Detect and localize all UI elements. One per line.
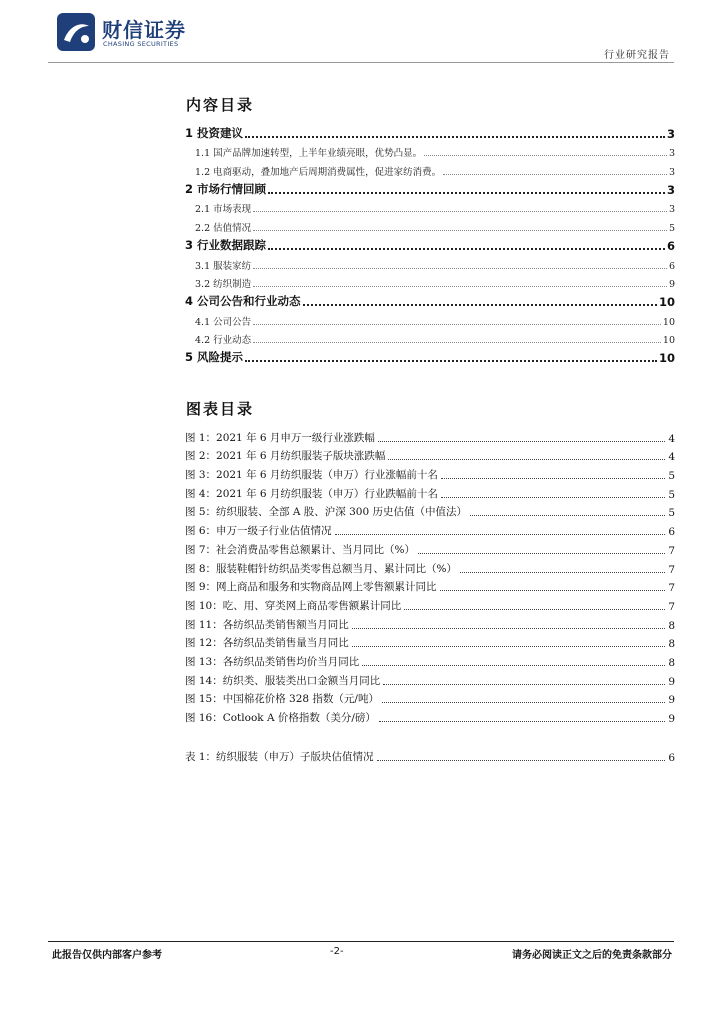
dot-leader [424, 153, 667, 156]
toc-subsection-entry[interactable] [185, 159, 675, 178]
dot-leader [268, 190, 665, 194]
toc-section-entry-label: 5 风险提示 [185, 349, 244, 364]
toc-subsection-entry-label: 3.2 纺织制造 [195, 279, 252, 291]
dot-leader [268, 246, 665, 250]
figure-entry-label: 图 1：2021 年 6 月申万一级行业涨跌幅 [185, 431, 375, 444]
footer-disclaimer-left: 此报告仅供内部客户参考 [52, 950, 162, 961]
figure-entry[interactable] [185, 519, 675, 538]
dot-leader [440, 588, 666, 591]
dot-leader [441, 495, 665, 498]
header-divider [48, 62, 674, 63]
table-entry-page: 6 [668, 751, 675, 764]
figures-title: 图表目录 [186, 400, 255, 418]
figure-entry[interactable] [185, 613, 675, 632]
dot-leader [362, 663, 665, 666]
figure-entry[interactable] [185, 445, 675, 464]
toc-subsection-entry[interactable] [185, 272, 675, 291]
report-type-label: 行业研究报告 [604, 50, 670, 61]
dot-leader [352, 644, 666, 647]
toc-section-entry-page: 6 [666, 238, 675, 253]
figure-entry[interactable] [185, 632, 675, 651]
dot-leader [303, 302, 657, 306]
figure-entry-label: 图 6：申万一级子行业估值情况 [185, 525, 332, 538]
figure-entry-label: 图 12：各纺织品类销售量当月同比 [185, 637, 349, 650]
figure-entry-page: 4 [668, 451, 675, 464]
toc-subsection-entry[interactable] [185, 141, 675, 160]
dot-leader [443, 172, 667, 175]
figure-entry-label: 图 11：各纺织品类销售额当月同比 [185, 618, 349, 631]
toc-subsection-entry-label: 1.2 电商驱动，叠加地产后周期消费属性，促进家纺消费。 [195, 167, 442, 179]
toc-subsection-entry[interactable] [185, 253, 675, 272]
toc-subsection-entry-label: 2.2 估值情况 [195, 223, 252, 235]
toc-section-entry[interactable] [185, 290, 675, 309]
footer-disclaimer-right: 请务必阅读正文之后的免责条款部分 [512, 950, 672, 961]
figure-entry-page: 7 [668, 544, 675, 557]
table-of-contents [185, 122, 675, 365]
dot-leader [352, 626, 666, 629]
figure-entry-page: 7 [668, 600, 675, 613]
figure-entry-label: 图 9：网上商品和服务和实物商品网上零售额累计同比 [185, 581, 437, 594]
toc-section-entry-label: 4 公司公告和行业动态 [185, 293, 301, 308]
toc-section-entry[interactable] [185, 122, 675, 141]
toc-section-entry-label: 2 市场行情回顾 [185, 181, 267, 196]
figure-entry-label: 图 16：Cotlook A 价格指数（美分/磅） [185, 712, 376, 724]
toc-subsection-entry[interactable] [185, 215, 675, 234]
toc-subsection-entry-page: 3 [668, 204, 675, 216]
logo-english-name: CHASING SECURITIES [103, 40, 179, 48]
toc-subsection-entry-page: 10 [662, 316, 675, 328]
page-number: -2- [330, 946, 344, 957]
dot-leader [253, 209, 667, 212]
table-entry[interactable] [185, 745, 675, 764]
toc-subsection-entry-label: 2.1 市场表现 [195, 204, 252, 216]
toc-section-entry-page: 10 [658, 294, 675, 309]
figure-entry[interactable] [185, 594, 675, 613]
dot-leader [441, 476, 665, 479]
toc-subsection-entry-page: 6 [668, 260, 675, 272]
toc-subsection-entry-page: 3 [668, 148, 675, 160]
figure-entry-page: 8 [668, 638, 675, 651]
figure-entry-page: 5 [668, 470, 675, 483]
toc-subsection-entry-label: 1.1 国产品牌加速转型，上半年业绩亮眼，优势凸显。 [195, 148, 423, 160]
toc-subsection-entry-page: 10 [662, 335, 675, 347]
figure-entry-page: 8 [668, 656, 675, 669]
figure-entry-label: 图 5：纺织服装、全部 A 股、沪深 300 历史估值（中值法） [185, 506, 467, 519]
toc-section-entry[interactable] [185, 346, 675, 365]
figure-entry-page: 9 [668, 675, 675, 688]
figure-entry-label: 图 14：纺织类、服装类出口金额当月同比 [185, 674, 381, 687]
figure-entry[interactable] [185, 482, 675, 501]
figure-entry[interactable] [185, 463, 675, 482]
figure-entry[interactable] [185, 688, 675, 707]
dot-leader [253, 340, 661, 343]
figure-entry-label: 图 13：各纺织品类销售均价当月同比 [185, 655, 360, 668]
toc-section-entry-label: 3 行业数据跟踪 [185, 237, 267, 252]
toc-subsection-entry[interactable] [185, 328, 675, 347]
toc-subsection-entry-label: 4.2 行业动态 [195, 335, 252, 347]
dot-leader [335, 532, 666, 535]
dot-leader [253, 322, 661, 325]
figure-entry-page: 5 [668, 507, 675, 520]
figure-entry-label: 图 4：2021 年 6 月纺织服装（申万）行业跌幅前十名 [185, 487, 438, 500]
dot-leader [245, 358, 657, 362]
figure-entry-label: 图 10：吃、用、穿类网上商品零售额累计同比 [185, 599, 402, 612]
footer-divider [48, 941, 674, 942]
dot-leader [404, 607, 665, 610]
figure-entry[interactable] [185, 426, 675, 445]
figure-entry[interactable] [185, 576, 675, 595]
page-header [0, 0, 724, 62]
figure-entry[interactable] [185, 557, 675, 576]
figure-entry[interactable] [185, 650, 675, 669]
dot-leader [253, 284, 667, 287]
figure-entry[interactable] [185, 706, 675, 725]
toc-subsection-entry-label: 3.1 服装家纺 [195, 260, 252, 272]
toc-section-entry-label: 1 投资建议 [185, 125, 244, 140]
dot-leader [245, 134, 665, 138]
dot-leader [377, 758, 666, 761]
toc-subsection-entry-page: 3 [668, 167, 675, 179]
figure-list [185, 426, 675, 725]
dot-leader [379, 719, 665, 722]
toc-subsection-entry-page: 9 [668, 279, 675, 291]
table-entry-label: 表 1：纺织服装（申万）子版块估值情况 [185, 750, 374, 763]
toc-subsection-entry[interactable] [185, 197, 675, 216]
company-logo [56, 12, 196, 52]
figure-entry[interactable] [185, 669, 675, 688]
toc-section-entry-page: 3 [666, 182, 675, 197]
figure-entry-page: 7 [668, 563, 675, 576]
figure-entry[interactable] [185, 501, 675, 520]
dot-leader [470, 513, 665, 516]
toc-section-entry[interactable] [185, 178, 675, 197]
toc-title: 内容目录 [186, 96, 255, 114]
figure-entry-page: 6 [668, 526, 675, 539]
figure-entry-page: 8 [668, 619, 675, 632]
toc-subsection-entry-label: 4.1 公司公告 [195, 316, 252, 328]
toc-section-entry[interactable] [185, 234, 675, 253]
figure-entry-label: 图 2：2021 年 6 月纺织服装子版块涨跌幅 [185, 450, 386, 463]
dot-leader [378, 439, 665, 442]
dot-leader [382, 700, 665, 703]
figure-entry-page: 4 [668, 432, 675, 445]
figure-entry-label: 图 15：中国棉花价格 328 指数（元/吨） [185, 693, 379, 706]
dot-leader [388, 457, 665, 460]
table-list [185, 745, 675, 764]
dot-leader [383, 682, 665, 685]
toc-section-entry-page: 10 [658, 350, 675, 365]
dot-leader [418, 551, 665, 554]
dot-leader [253, 266, 667, 269]
logo-chinese-name: 财信证券 [102, 18, 186, 42]
figure-entry-page: 5 [668, 488, 675, 501]
figure-entry-label: 图 3：2021 年 6 月纺织服装（申万）行业涨幅前十名 [185, 469, 438, 482]
figure-entry-page: 7 [668, 582, 675, 595]
figure-entry[interactable] [185, 538, 675, 557]
dot-leader [460, 570, 665, 573]
figure-entry-page: 9 [668, 713, 675, 725]
toc-subsection-entry[interactable] [185, 309, 675, 328]
logo-mark-icon [56, 12, 96, 52]
dot-leader [253, 228, 667, 231]
figure-entry-label: 图 7：社会消费品零售总额累计、当月同比（%） [185, 543, 415, 556]
toc-subsection-entry-page: 5 [668, 223, 675, 235]
figure-entry-page: 9 [668, 694, 675, 707]
toc-section-entry-page: 3 [666, 126, 675, 141]
figure-entry-label: 图 8：服装鞋帽针纺织品类零售总额当月、累计同比（%） [185, 562, 457, 575]
